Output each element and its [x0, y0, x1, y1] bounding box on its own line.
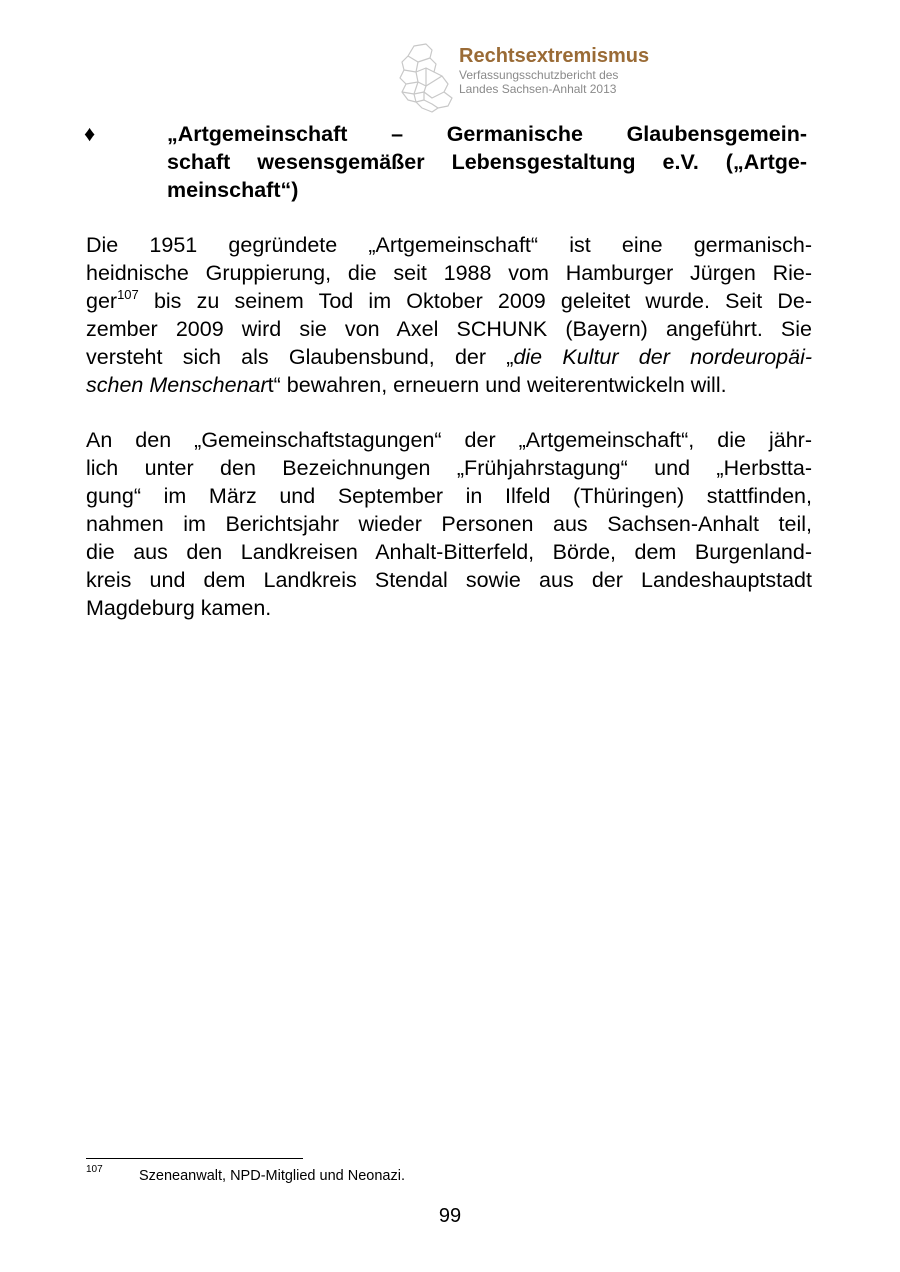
paragraph-line: lich unter den Bezeichnungen „Frühjahrstagung“ und „Herbstta- [86, 456, 812, 480]
body-paragraph-1 [86, 231, 812, 399]
header-subtitle-line-1: Verfassungsschutzbericht des [459, 68, 619, 82]
italic-quote: schen Menschenar [86, 373, 268, 397]
paragraph-line: An den „Gemeinschaftstagungen“ der „Artgemeinschaft“, die jähr- [86, 428, 812, 452]
paragraph-line: zember 2009 wird sie von Axel SCHUNK (Bayern) angeführt. Sie [86, 317, 812, 341]
paragraph-line: nahmen im Berichtsjahr wieder Personen aus Sachsen-Anhalt teil, [86, 512, 812, 536]
paragraph-line: kreis und dem Landkreis Stendal sowie aus der Landeshauptstadt [86, 568, 812, 592]
section-heading-line: meinschaft“) [167, 178, 299, 202]
section-heading [167, 120, 807, 204]
footnote-reference[interactable]: 107 [117, 287, 139, 302]
header-subtitle-line-2: Landes Sachsen-Anhalt 2013 [459, 82, 617, 96]
paragraph-line: die aus den Landkreisen Anhalt-Bitterfeld, Börde, dem Burgenland- [86, 540, 812, 564]
section-heading-line: „Artgemeinschaft – Germanische Glaubensgemein- [167, 122, 807, 146]
paragraph-line: Die 1951 gegründete „Artgemeinschaft“ ist eine germanisch- [86, 233, 812, 257]
paragraph-line: gung“ im März und September in Ilfeld (Thüringen) stattfinden, [86, 484, 812, 508]
text-run: bis zu seinem Tod im Oktober 2009 geleitet wurde. Seit De- [138, 289, 812, 313]
paragraph-line [86, 343, 812, 371]
section-heading-line: schaft wesensgemäßer Lebensgestaltung e.V. („Artge- [167, 150, 807, 174]
page-header [396, 42, 696, 114]
text-run: versteht sich als Glaubensbund, der „ [86, 345, 514, 369]
paragraph-line: heidnische Gruppierung, die seit 1988 vom Hamburger Jürgen Rie- [86, 261, 812, 285]
paragraph-line: Magdeburg kamen. [86, 596, 272, 620]
paragraph-line [86, 371, 812, 399]
text-run: ger [86, 289, 118, 313]
text-run: t“ bewahren, erneuern und weiterentwickeln will. [267, 373, 727, 397]
sachsen-anhalt-map-icon [396, 42, 458, 114]
italic-quote: die Kultur der nordeuropäi- [513, 345, 813, 369]
footnote-divider [86, 1158, 303, 1159]
diamond-bullet-icon: ♦ [84, 121, 96, 146]
header-title: Rechtsextremismus [459, 45, 650, 67]
footnote-text: Szeneanwalt, NPD-Mitglied und Neonazi. [139, 1168, 405, 1184]
header-subtitle [459, 68, 618, 96]
paragraph-line [86, 287, 812, 315]
body-paragraph-2 [86, 426, 812, 622]
footnote-number: 107 [86, 1164, 103, 1175]
page-number: 99 [438, 1205, 462, 1227]
